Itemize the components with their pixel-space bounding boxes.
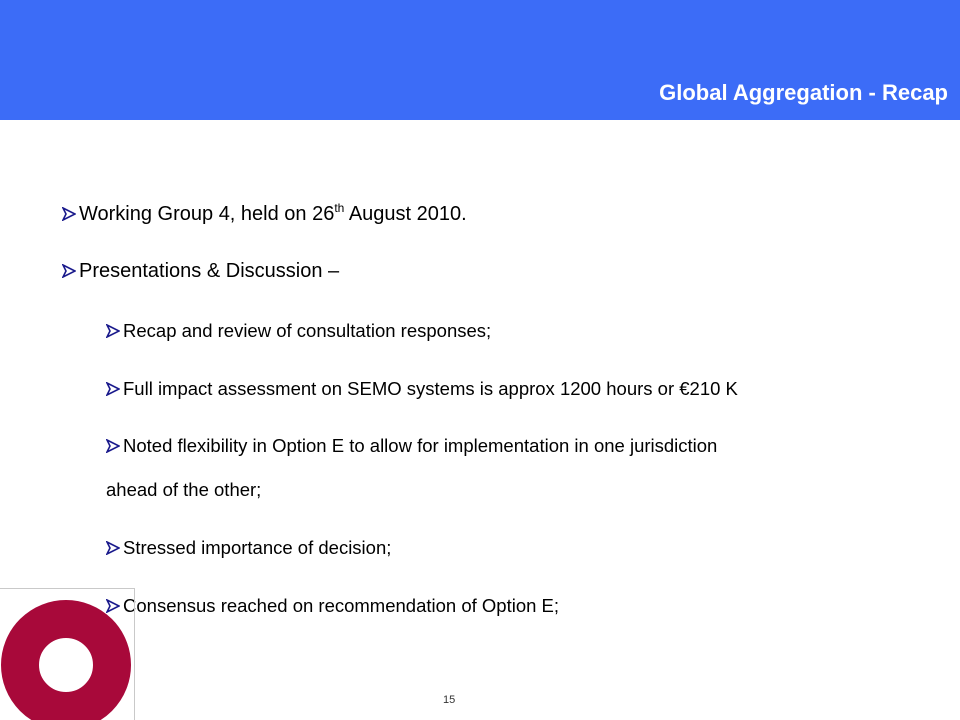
bullet-text: Recap and review of consultation responses;	[123, 320, 492, 341]
arrow-bullet-icon	[106, 382, 120, 396]
bullet-text: Presentations & Discussion –	[79, 260, 340, 282]
logo-frame	[0, 588, 135, 720]
bullet-continuation: ahead of the other;	[106, 479, 262, 500]
bullet-text: Working Group 4, held on 26	[79, 203, 335, 225]
bullet-text: Full impact assessment on SEMO systems is approx 1200 hours or €210 K	[123, 378, 738, 399]
arrow-bullet-icon	[62, 207, 76, 221]
arrow-bullet-icon	[62, 264, 76, 278]
slide-title: Global Aggregation - Recap	[659, 80, 948, 105]
sub-bullet-item	[106, 434, 717, 458]
sub-bullet-item	[106, 319, 491, 343]
bullet-text: Stressed importance of decision;	[123, 537, 392, 558]
superscript: th	[334, 201, 345, 215]
bullet-text: Noted flexibility in Option E to allow for implementation in one jurisdiction	[123, 435, 718, 456]
bullet-text: August 2010.	[344, 203, 467, 225]
arrow-bullet-icon	[106, 439, 120, 453]
bullet-item	[62, 202, 467, 226]
bullet-text: Consensus reached on recommendation of Option E;	[123, 595, 560, 616]
sub-bullet-item	[106, 536, 391, 560]
sub-bullet-item	[106, 594, 559, 618]
ring-logo	[0, 589, 135, 720]
bullet-item	[62, 259, 339, 283]
page-number: 15	[443, 694, 456, 706]
arrow-bullet-icon	[106, 541, 120, 555]
arrow-bullet-icon	[106, 324, 120, 338]
sub-bullet-item	[106, 377, 738, 401]
